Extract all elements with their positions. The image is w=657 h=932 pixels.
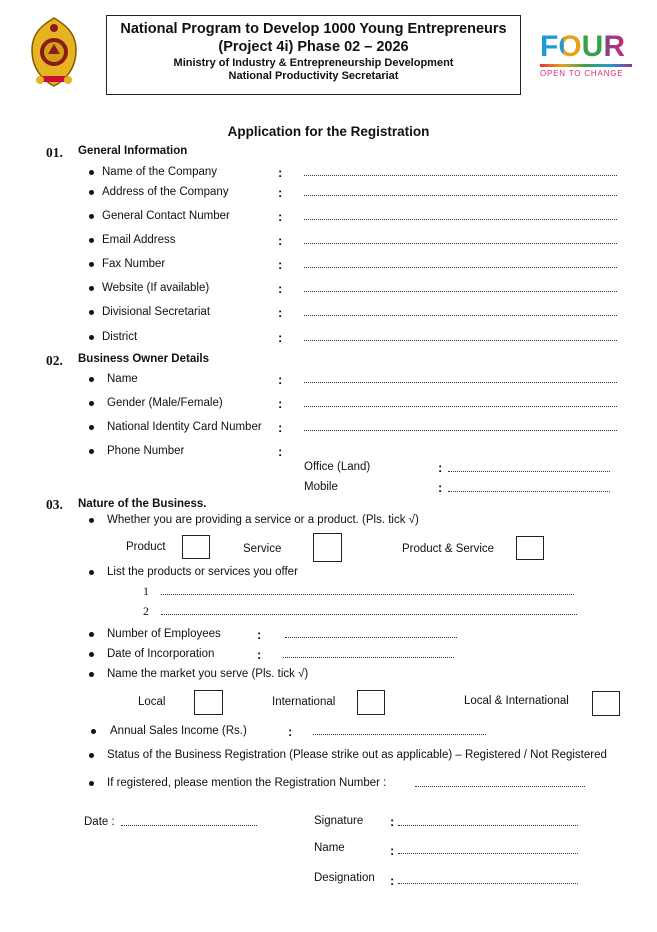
- signature-field[interactable]: [398, 825, 578, 826]
- field-colon: :: [278, 165, 283, 180]
- field-label: Website (If available): [102, 282, 210, 294]
- four-logo-word: FOUR: [540, 30, 634, 64]
- name-label: Name: [314, 842, 345, 854]
- bullet: [89, 518, 94, 523]
- bullet: [89, 449, 94, 454]
- field-label: Name of the Company: [102, 166, 218, 178]
- service-question: Whether you are providing a service or a product. (Pls. tick √): [107, 514, 419, 526]
- list-item-number: 2: [143, 604, 149, 618]
- designation-colon: :: [390, 873, 395, 888]
- incorporation-colon: :: [257, 647, 262, 662]
- bullet: [89, 781, 94, 786]
- bullet: [89, 214, 94, 219]
- field-colon: :: [278, 372, 283, 387]
- section2-number: 02.: [46, 353, 63, 368]
- field-input-line[interactable]: [304, 382, 617, 383]
- field-colon: :: [278, 305, 283, 320]
- field-colon: :: [278, 185, 283, 200]
- four-logo-stripe: [540, 64, 632, 67]
- bullet: [89, 425, 94, 430]
- section2-heading: Business Owner Details: [78, 353, 210, 365]
- field-label: Name: [107, 373, 138, 385]
- designation-field[interactable]: [398, 883, 578, 884]
- international-option-label: International: [272, 696, 336, 708]
- list-item-number: 1: [143, 584, 149, 598]
- product-line-1[interactable]: [161, 594, 574, 595]
- local-option-label: Local: [138, 696, 166, 708]
- field-colon: :: [278, 444, 283, 459]
- field-label: General Contact Number: [102, 210, 230, 222]
- field-colon: :: [278, 396, 283, 411]
- bullet: [89, 652, 94, 657]
- product-option-label: Product: [126, 541, 166, 553]
- designation-label: Designation: [314, 872, 375, 884]
- list-products-question: List the products or services you offer: [107, 566, 298, 578]
- field-label: Email Address: [102, 234, 176, 246]
- annual-sales-field[interactable]: [313, 734, 486, 735]
- incorporation-label: Date of Incorporation: [107, 648, 215, 660]
- bullet: [89, 170, 94, 175]
- bullet: [89, 570, 94, 575]
- product-service-checkbox[interactable]: [516, 536, 544, 560]
- mobile-colon: :: [438, 480, 443, 495]
- bullet: [89, 286, 94, 291]
- section1-number: 01.: [46, 145, 63, 160]
- bullet: [89, 335, 94, 340]
- secretariat-name: National Productivity Secretariat: [228, 70, 399, 82]
- field-input-line[interactable]: [304, 315, 617, 316]
- field-input-line[interactable]: [304, 175, 617, 176]
- mobile-field[interactable]: [448, 491, 610, 492]
- registration-status-question: [107, 749, 607, 761]
- employees-label: Number of Employees: [107, 628, 221, 640]
- registration-status-text: Status of the Business Registration (Please strike out as applicable): [107, 749, 453, 761]
- header-title-box: [106, 15, 521, 95]
- four-logo-tagline: OPEN TO CHANGE: [540, 69, 624, 78]
- bullet: [91, 729, 96, 734]
- date-label: Date :: [84, 816, 115, 828]
- field-input-line[interactable]: [304, 291, 617, 292]
- market-question: Name the market you serve (Pls. tick √): [107, 668, 309, 680]
- field-label: Gender (Male/Female): [107, 397, 223, 409]
- annual-sales-label: Annual Sales Income (Rs.): [110, 725, 247, 737]
- employees-field[interactable]: [285, 637, 457, 638]
- registration-number-field[interactable]: [415, 786, 585, 787]
- employees-colon: :: [257, 627, 262, 642]
- registration-status-options[interactable]: – Registered / Not Registered: [452, 749, 607, 761]
- bullet: [89, 672, 94, 677]
- field-input-line[interactable]: [304, 267, 617, 268]
- registration-number-label: If registered, please mention the Registration Number :: [107, 777, 387, 789]
- field-input-line[interactable]: [304, 340, 617, 341]
- field-input-line[interactable]: [304, 219, 617, 220]
- program-title-line1: National Program to Develop 1000 Young Entrepreneurs: [120, 21, 507, 37]
- signature-label: Signature: [314, 815, 364, 827]
- form-title: Application for the Registration: [227, 124, 430, 139]
- field-colon: :: [278, 209, 283, 224]
- local-checkbox[interactable]: [194, 690, 223, 715]
- field-colon: :: [278, 330, 283, 345]
- field-label: District: [102, 331, 138, 343]
- name-field[interactable]: [398, 853, 578, 854]
- mobile-label: Mobile: [304, 481, 338, 493]
- field-label: National Identity Card Number: [107, 421, 262, 433]
- annual-sales-colon: :: [288, 724, 293, 739]
- service-option-label: Service: [243, 543, 282, 555]
- office-land-field[interactable]: [448, 471, 610, 472]
- bullet: [89, 377, 94, 382]
- bullet: [89, 238, 94, 243]
- section3-heading: Nature of the Business.: [78, 498, 207, 510]
- bullet: [89, 401, 94, 406]
- local-international-option-label: Local & International: [464, 695, 569, 707]
- bullet: [89, 310, 94, 315]
- field-input-line[interactable]: [304, 430, 617, 431]
- office-land-label: Office (Land): [304, 461, 371, 473]
- bullet: [89, 262, 94, 267]
- service-checkbox[interactable]: [313, 533, 342, 562]
- four-logo: [540, 30, 634, 80]
- field-colon: :: [278, 257, 283, 272]
- field-label: Fax Number: [102, 258, 166, 270]
- ministry-name: Ministry of Industry & Entrepreneurship Development: [173, 57, 454, 69]
- field-input-line[interactable]: [304, 243, 617, 244]
- product-line-2[interactable]: [161, 614, 577, 615]
- section3-number: 03.: [46, 497, 63, 512]
- field-input-line[interactable]: [304, 406, 617, 407]
- bullet: [89, 753, 94, 758]
- field-label: Phone Number: [107, 445, 185, 457]
- bullet: [89, 632, 94, 637]
- section1-heading: General Information: [78, 145, 188, 157]
- local-international-checkbox[interactable]: [592, 691, 620, 716]
- office-land-colon: :: [438, 460, 443, 475]
- emblem-icon: [28, 16, 80, 90]
- field-label: Divisional Secretariat: [102, 306, 211, 318]
- product-checkbox[interactable]: [182, 535, 210, 559]
- date-field[interactable]: [121, 825, 257, 826]
- program-title-line2: (Project 4i) Phase 02 – 2026: [218, 39, 409, 55]
- incorporation-field[interactable]: [283, 657, 454, 658]
- field-input-line[interactable]: [304, 195, 617, 196]
- field-colon: :: [278, 420, 283, 435]
- international-checkbox[interactable]: [357, 690, 385, 715]
- name-colon: :: [390, 843, 395, 858]
- product-service-option-label: Product & Service: [402, 543, 495, 555]
- field-label: Address of the Company: [102, 186, 229, 198]
- field-colon: :: [278, 233, 283, 248]
- bullet: [89, 190, 94, 195]
- field-colon: :: [278, 281, 283, 296]
- signature-colon: :: [390, 814, 395, 829]
